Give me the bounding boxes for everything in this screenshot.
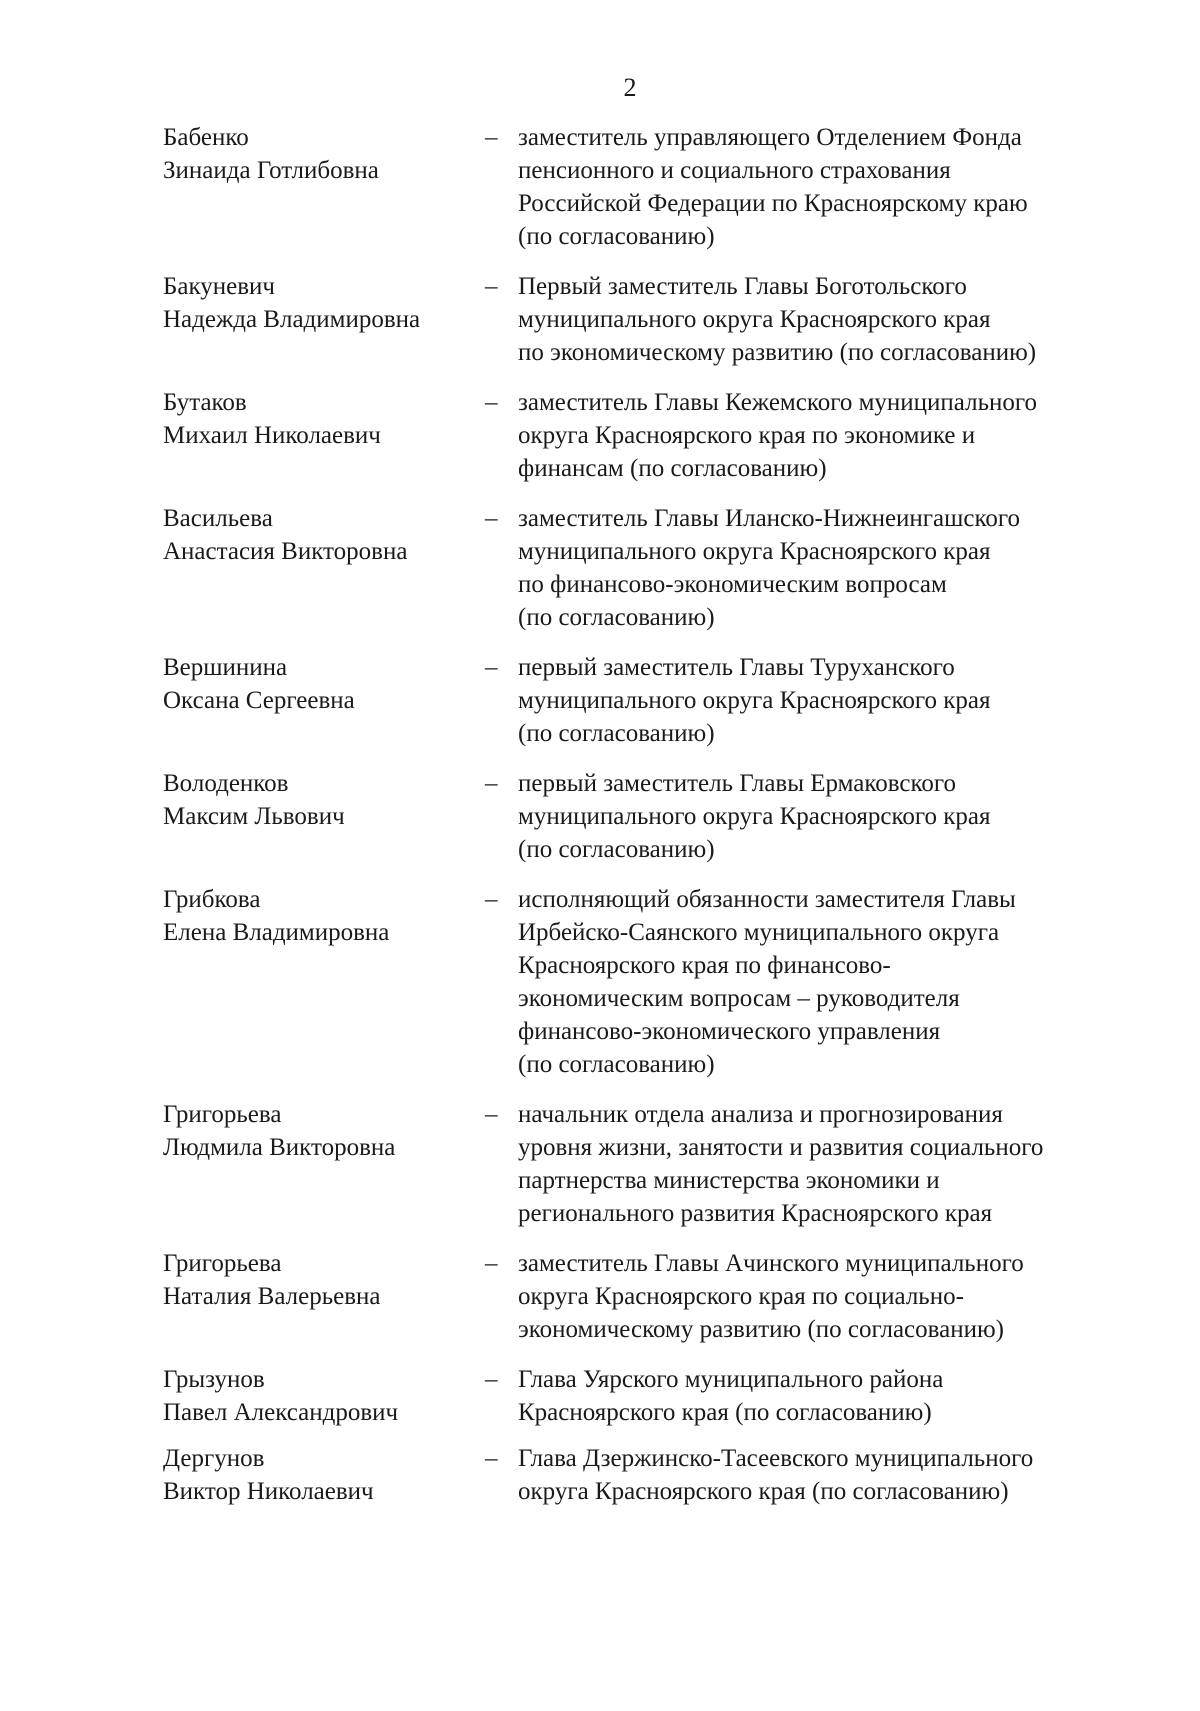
given-name: Людмила Викторовна xyxy=(163,1134,396,1161)
position-description xyxy=(518,1442,1123,1508)
dash-separator: – xyxy=(485,505,498,532)
surname: Бакуневич xyxy=(163,273,275,300)
position-line: округа Красноярского края по социально- xyxy=(518,1283,964,1310)
position-line: Красноярского края по финансово- xyxy=(518,952,891,979)
position-line: (по согласованию) xyxy=(518,604,715,631)
position-line: Российской Федерации по Красноярскому краю xyxy=(518,190,1028,217)
given-name: Анастасия Викторовна xyxy=(163,538,408,565)
position-description xyxy=(518,1098,1123,1230)
position-line: финансам (по согласованию) xyxy=(518,455,827,482)
list-item xyxy=(163,386,1123,485)
dash-separator: – xyxy=(485,886,498,913)
list-item xyxy=(163,270,1123,369)
position-line: округа Красноярского края по экономике и xyxy=(518,422,976,449)
dash-separator: – xyxy=(485,389,498,416)
position-line: заместитель Главы Ачинского муниципального xyxy=(518,1250,1024,1277)
position-line: по финансово-экономическим вопросам xyxy=(518,571,947,598)
given-name: Елена Владимировна xyxy=(163,919,390,946)
position-line: (по согласованию) xyxy=(518,720,715,747)
dash-separator: – xyxy=(485,124,498,151)
surname: Григорьева xyxy=(163,1250,282,1277)
dash-separator: – xyxy=(485,1250,498,1277)
position-line: экономическим вопросам – руководителя xyxy=(518,985,960,1012)
person-name xyxy=(163,270,485,336)
position-line: заместитель Главы Иланско-Нижнеингашского xyxy=(518,505,1021,532)
dash-separator: – xyxy=(485,1445,498,1472)
surname: Васильева xyxy=(163,505,273,532)
position-line: по экономическому развитию (по согласованию) xyxy=(518,339,1037,366)
position-line: партнерства министерства экономики и xyxy=(518,1167,940,1194)
position-line: муниципального округа Красноярского края xyxy=(518,687,991,714)
position-line: округа Красноярского края (по согласованию) xyxy=(518,1478,1009,1505)
list-item xyxy=(163,883,1123,1081)
position-line: Красноярского края (по согласованию) xyxy=(518,1399,932,1426)
position-line: муниципального округа Красноярского края xyxy=(518,538,991,565)
surname: Дергунов xyxy=(163,1445,265,1472)
person-name xyxy=(163,121,485,187)
given-name: Надежда Владимировна xyxy=(163,306,421,333)
position-description xyxy=(518,270,1123,369)
position-description xyxy=(518,502,1123,634)
list-item xyxy=(163,1442,1123,1508)
position-line: исполняющий обязанности заместителя Главы xyxy=(518,886,1016,913)
person-name xyxy=(163,386,485,452)
position-line: уровня жизни, занятости и развития социального xyxy=(518,1134,1044,1161)
surname: Грызунов xyxy=(163,1366,265,1393)
person-name xyxy=(163,1363,485,1429)
person-name xyxy=(163,1098,485,1164)
dash-separator: – xyxy=(485,654,498,681)
surname: Бабенко xyxy=(163,124,249,151)
person-name xyxy=(163,1442,485,1508)
surname: Бутаков xyxy=(163,389,247,416)
given-name: Максим Львович xyxy=(163,803,345,830)
position-line: регионального развития Красноярского края xyxy=(518,1200,993,1227)
page-number: 2 xyxy=(623,73,637,102)
position-description xyxy=(518,767,1123,866)
position-description xyxy=(518,386,1123,485)
given-name: Наталия Валерьевна xyxy=(163,1283,381,1310)
surname: Грибкова xyxy=(163,886,261,913)
given-name: Виктор Николаевич xyxy=(163,1478,374,1505)
position-description xyxy=(518,651,1123,750)
person-name xyxy=(163,651,485,717)
person-name xyxy=(163,502,485,568)
list-item xyxy=(163,767,1123,866)
dash-separator: – xyxy=(485,1366,498,1393)
dash-separator: – xyxy=(485,1101,498,1128)
list-item xyxy=(163,1098,1123,1230)
list-item xyxy=(163,121,1123,253)
position-line: пенсионного и социального страхования xyxy=(518,157,951,184)
list-item xyxy=(163,1363,1123,1429)
surname: Григорьева xyxy=(163,1101,282,1128)
dash-separator: – xyxy=(485,770,498,797)
surname: Володенков xyxy=(163,770,289,797)
position-line: муниципального округа Красноярского края xyxy=(518,306,991,333)
position-line: начальник отдела анализа и прогнозирования xyxy=(518,1101,1003,1128)
surname: Вершинина xyxy=(163,654,288,681)
position-line: первый заместитель Главы Туруханского xyxy=(518,654,955,681)
position-line: заместитель Главы Кежемского муниципального xyxy=(518,389,1038,416)
given-name: Павел Александрович xyxy=(163,1399,399,1426)
position-line: Глава Уярского муниципального района xyxy=(518,1366,944,1393)
list-item xyxy=(163,1247,1123,1346)
position-line: финансово-экономического управления xyxy=(518,1018,941,1045)
position-description xyxy=(518,883,1123,1081)
person-name xyxy=(163,883,485,949)
position-line: муниципального округа Красноярского края xyxy=(518,803,991,830)
position-line: Ирбейско-Саянского муниципального округа xyxy=(518,919,1000,946)
position-description xyxy=(518,1363,1123,1429)
position-description xyxy=(518,121,1123,253)
position-line: Глава Дзержинско-Тасеевского муниципального xyxy=(518,1445,1034,1472)
position-line: заместитель управляющего Отделением Фонда xyxy=(518,124,1022,151)
member-list xyxy=(163,121,1123,1508)
given-name: Зинаида Готлибовна xyxy=(163,157,379,184)
position-line: (по согласованию) xyxy=(518,223,715,250)
person-name xyxy=(163,767,485,833)
position-line: Первый заместитель Главы Боготольского xyxy=(518,273,967,300)
dash-separator: – xyxy=(485,273,498,300)
position-description xyxy=(518,1247,1123,1346)
position-line: (по согласованию) xyxy=(518,836,715,863)
given-name: Оксана Сергеевна xyxy=(163,687,355,714)
person-name xyxy=(163,1247,485,1313)
position-line: (по согласованию) xyxy=(518,1051,715,1078)
list-item xyxy=(163,651,1123,750)
given-name: Михаил Николаевич xyxy=(163,422,381,449)
position-line: экономическому развитию (по согласованию) xyxy=(518,1316,1004,1343)
list-item xyxy=(163,502,1123,634)
position-line: первый заместитель Главы Ермаковского xyxy=(518,770,957,797)
